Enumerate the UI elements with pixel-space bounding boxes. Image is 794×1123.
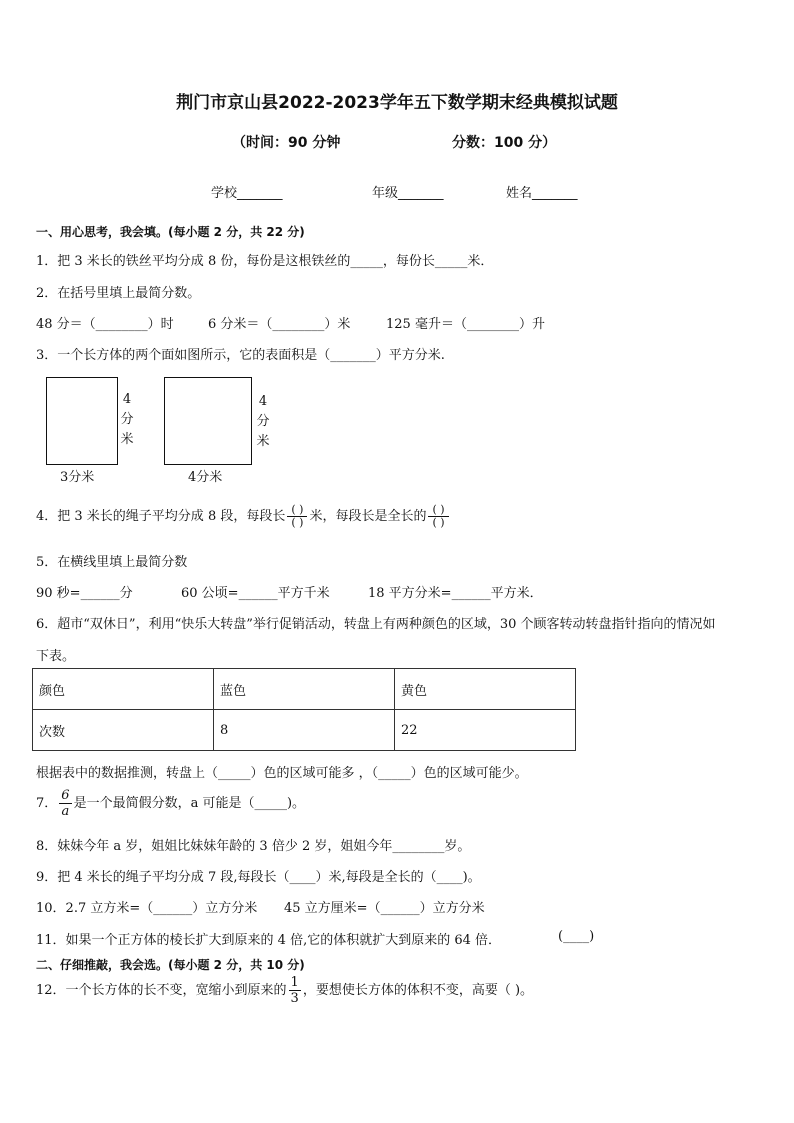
question-5a: 90 秒=______分	[36, 586, 133, 601]
exam-time: （时间：90 分钟	[232, 135, 341, 151]
question-6-stem: 6．超市“双休日”，利用“快乐大转盘”举行促销活动，转盘上有两种颜色的区域，30 个顾客转动转盘指针指向的情况如	[36, 617, 716, 632]
grade-field[interactable]: 年级_______	[372, 186, 444, 201]
color-count-table	[32, 668, 576, 751]
question-9: 9．把 4 米长的绳子平均分成 7 段,每段长（____）米,每段是全长的（____)。	[36, 870, 481, 885]
table-cell: 颜色	[33, 669, 214, 710]
table-cell: 次数	[33, 710, 214, 751]
question-2a: 48 分＝（________）时	[36, 317, 174, 332]
question-2b: 6 分米＝（________）米	[208, 317, 351, 332]
school-field[interactable]: 学校_______	[211, 186, 283, 201]
fraction-one-third: $\frac{1}{3}$	[290, 975, 299, 1006]
question-1: 1．把 3 米长的铁丝平均分成 8 份，每份是这根铁丝的_____，每份长_____米．	[36, 254, 494, 269]
question-10b: 45 立方厘米=（______）立方分米	[284, 901, 485, 916]
question-12: 12．一个长方体的长不变，宽缩小到原来的 $\frac{1}{3}$ ，要想使长方体的体积不变，高要（ )。	[36, 975, 534, 1006]
table-cell: 22	[395, 710, 576, 751]
answer-fraction-2[interactable]: $\frac{( )}{( )}$	[428, 504, 448, 529]
table-row	[33, 669, 576, 710]
fig2-bottom-label: 4分米	[188, 470, 223, 485]
question-5-stem: 5．在横线里填上最简分数	[36, 555, 188, 570]
exam-score: 分数：100 分）	[452, 135, 557, 151]
question-8: 8．妹妹今年 a 岁，姐姐比妹妹年龄的 3 倍少 2 岁，姐姐今年________岁。	[36, 839, 471, 854]
question-11: 11．如果一个正方体的棱长扩大到原来的 4 倍,它的体积就扩大到原来的 64 倍．	[36, 933, 502, 948]
face-rectangle-2	[164, 377, 252, 465]
question-2-stem: 2．在括号里填上最简分数。	[36, 286, 201, 301]
table-row	[33, 710, 576, 751]
question-3-stem: 3．一个长方体的两个面如图所示，它的表面积是（_______）平方分米.	[36, 348, 445, 363]
question-10a: 10．2.7 立方米=（______）立方分米	[36, 901, 258, 916]
question-4: 4．把 3 米长的绳子平均分成 8 段，每段长 $\frac{( )}{( )}$ 米，每段长是全长的 $\frac{( )}{( )}$	[36, 504, 451, 529]
fig2-side-label: 4 分 米	[256, 394, 270, 449]
answer-fraction-1[interactable]: $\frac{( )}{( )}$	[287, 504, 307, 529]
question-6-answer: 根据表中的数据推测，转盘上（_____）色的区域可能多 ，（_____）色的区域可能少。	[36, 766, 528, 781]
section-heading-fill: 一、用心思考，我会填。(每小题 2 分，共 22 分)	[36, 225, 305, 239]
fraction-6-over-a: $\frac{6}{a}$	[61, 788, 70, 819]
table-cell: 8	[214, 710, 395, 751]
table-cell: 蓝色	[214, 669, 395, 710]
table-cell: 黄色	[395, 669, 576, 710]
question-5c: 18 平方分米=______平方米．	[368, 586, 543, 601]
fig1-bottom-label: 3分米	[60, 470, 95, 485]
question-6-stem-cont: 下表。	[36, 649, 76, 664]
face-rectangle-1	[46, 377, 118, 465]
page-title: 荆门市京山县2022-2023学年五下数学期末经典模拟试题	[176, 93, 618, 113]
name-field[interactable]: 姓名_______	[506, 186, 578, 201]
question-11-blank[interactable]: (____)	[558, 929, 595, 944]
question-7: 7． $\frac{6}{a}$ 是一个最简假分数，a 可能是（_____)。	[36, 788, 306, 819]
question-5b: 60 公顷=______平方千米	[181, 586, 330, 601]
fig1-side-label: 4 分 米	[120, 392, 134, 447]
question-2c: 125 毫升＝（________）升	[386, 317, 545, 332]
section-heading-choice: 二、仔细推敲，我会选。(每小题 2 分，共 10 分)	[36, 958, 305, 972]
